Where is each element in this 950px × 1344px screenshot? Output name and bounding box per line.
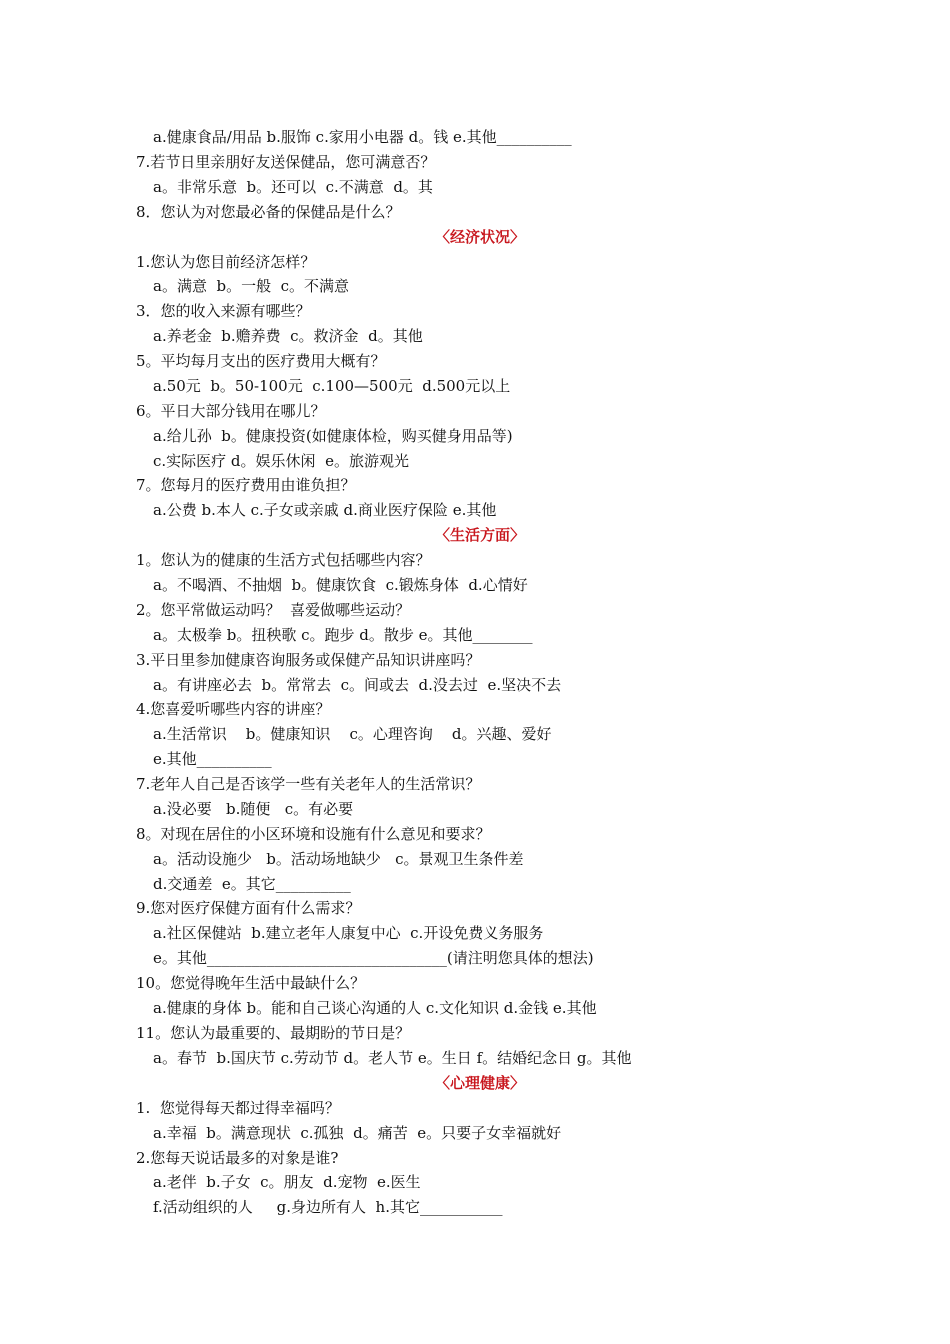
option-line: a。活动设施少 b。活动场地缺少 c。景观卫生条件差 — [153, 850, 524, 868]
question-line: 7.老年人自己是否该学一些有关老年人的生活常识？ — [136, 775, 481, 793]
option-line: a。有讲座必去 b。常常去 c。间或去 d.没去过 e.坚决不去 — [153, 676, 562, 694]
question-line: 2.您每天说话最多的对象是谁? — [136, 1149, 339, 1167]
question-line: 6。平日大部分钱用在哪儿？ — [136, 402, 326, 420]
question-line: 1。您认为的健康的生活方式包括哪些内容？ — [136, 551, 431, 569]
question-line: 1. 您觉得每天都过得幸福吗？ — [136, 1099, 340, 1117]
question-line: 11。您认为最重要的、最期盼的节日是？ — [136, 1024, 411, 1042]
option-line: a.生活常识 b。健康知识 c。心理咨询 d。兴趣、爱好 — [153, 725, 552, 743]
section-heading-economy — [0, 227, 950, 247]
option-line: a。太极拳 b。扭秧歌 c。跑步 d。散步 e。其他________ — [153, 626, 533, 644]
option-line: e.其他__________ — [153, 750, 272, 768]
question-line: 9.您对医疗保健方面有什么需求？ — [136, 899, 361, 917]
option-line: a.养老金 b.赡养费 c。救济金 d。其他 — [153, 327, 423, 345]
option-line: a.50元 b。50-100元 c.100—500元 d.500元以上 — [153, 377, 511, 395]
option-line: a.社区保健站 b.建立老年人康复中心 c.开设免费义务服务 — [153, 924, 544, 942]
section-heading-text: 〈经济状况〉 — [434, 228, 525, 246]
section-heading-text: 〈生活方面〉 — [434, 526, 525, 544]
option-line: a.幸福 b。满意现状 c.孤独 d。痛苦 e。只要子女幸福就好 — [153, 1124, 562, 1142]
option-line: a.老伴 b.子女 c。朋友 d.宠物 e.医生 — [153, 1173, 421, 1191]
question-line: 2。您平常做运动吗？ 喜爱做哪些运动？ — [136, 601, 411, 619]
question-line: 8．您认为对您最必备的保健品是什么？ — [136, 203, 401, 221]
option-line: a。非常乐意 b。还可以 c.不满意 d。其 — [153, 178, 433, 196]
question-line: 1.您认为您目前经济怎样？ — [136, 253, 316, 271]
option-line: a。满意 b。一般 c。不满意 — [153, 277, 350, 295]
option-line: a.健康的身体 b。能和自己谈心沟通的人 c.文化知识 d.金钱 e.其他 — [153, 999, 597, 1017]
question-line: 7。您每月的医疗费用由谁负担？ — [136, 476, 356, 494]
option-line: e。其他________________________________(请注明您具体的想法) — [153, 949, 594, 967]
option-line: a.给儿孙 b。健康投资(如健康体检，购买健身用品等) — [153, 427, 513, 445]
section-heading-life — [0, 525, 950, 545]
option-line: a。不喝酒、不抽烟 b。健康饮食 c.锻炼身体 d.心情好 — [153, 576, 528, 594]
option-line: d.交通差 e。其它__________ — [153, 875, 351, 893]
option-line: a.健康食品/用品 b.服饰 c.家用小电器 d。钱 e.其他__________ — [153, 128, 572, 146]
option-line: a。春节 b.国庆节 c.劳动节 d。老人节 e。生日 f。结婚纪念日 g。其他 — [153, 1049, 632, 1067]
question-line: 3．您的收入来源有哪些？ — [136, 302, 311, 320]
section-heading-text: 〈心理健康〉 — [434, 1074, 525, 1092]
question-line: 4.您喜爱听哪些内容的讲座？ — [136, 700, 331, 718]
question-line: 8。对现在居住的小区环境和设施有什么意见和要求？ — [136, 825, 491, 843]
question-line: 5。平均每月支出的医疗费用大概有？ — [136, 352, 386, 370]
question-line: 3.平日里参加健康咨询服务或保健产品知识讲座吗？ — [136, 651, 481, 669]
question-line: 7.若节日里亲朋好友送保健品，您可满意否？ — [136, 153, 436, 171]
option-line: f.活动组织的人 g.身边所有人 h.其它___________ — [153, 1198, 503, 1216]
option-line: c.实际医疗 d。娱乐休闲 e。旅游观光 — [153, 452, 409, 470]
option-line: a.没必要 b.随便 c。有必要 — [153, 800, 354, 818]
section-heading-mental — [0, 1073, 950, 1093]
question-line: 10。您觉得晚年生活中最缺什么？ — [136, 974, 366, 992]
option-line: a.公费 b.本人 c.子女或亲戚 d.商业医疗保险 e.其他 — [153, 501, 497, 519]
